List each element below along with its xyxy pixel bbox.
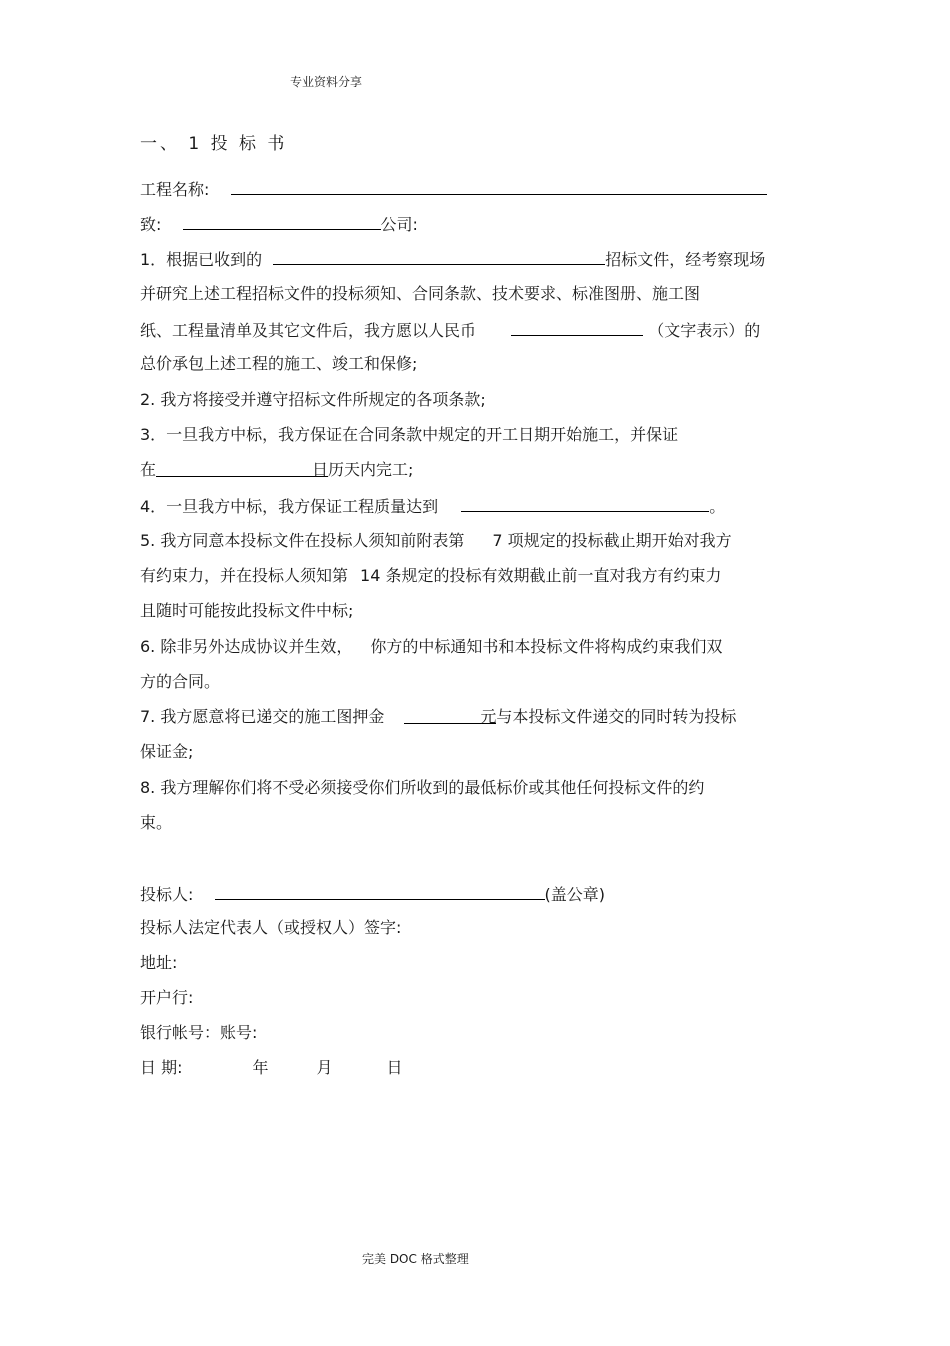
clause-1-text-b: 招标文件，经考察现场 xyxy=(605,250,766,269)
clause-5-line-2 xyxy=(140,566,721,586)
clause-5-text-b: 7 项规定的投标截止期开始对我方 xyxy=(492,531,732,550)
clause-7-line-1 xyxy=(140,707,736,727)
clause-5-line-3: 且随时可能按此投标文件中标; xyxy=(140,601,354,620)
quality-blank xyxy=(461,495,709,512)
date-label: 日 期: xyxy=(140,1058,183,1077)
account-field: 银行帐号：账号: xyxy=(140,1023,258,1042)
clause-7-text-c: 与本投标文件递交的同时转为投标 xyxy=(496,707,737,726)
clause-4 xyxy=(140,495,725,517)
clause-5-text-c: 有约束力，并在投标人须知第 xyxy=(140,566,349,585)
clause-1-text-d: 纸、工程量清单及其它文件后，我方愿以人民币 xyxy=(140,321,477,340)
to-label: 致: xyxy=(140,215,162,234)
deposit-blank xyxy=(404,707,496,724)
clause-7-text-a: 7. 我方愿意将已递交的施工图押金 xyxy=(140,707,385,726)
deposit-blank-unit: 元 xyxy=(480,707,497,726)
to-line xyxy=(140,213,418,235)
page-header: 专业资料分享 xyxy=(290,75,363,89)
clause-6-text-a: 6. 除非另外达成协议并生效， xyxy=(140,637,353,656)
tender-document-blank xyxy=(273,248,605,265)
clause-6-line-1 xyxy=(140,637,722,657)
bidder-label: 投标人: xyxy=(140,885,194,904)
document-title: 一、 1 投 标 书 xyxy=(140,134,288,154)
clause-5-line-1 xyxy=(140,531,732,551)
page-footer: 完美 DOC 格式整理 xyxy=(362,1252,469,1266)
date-day: 日 xyxy=(386,1058,403,1077)
bidder-line xyxy=(140,883,605,905)
recipient-blank xyxy=(183,213,381,230)
clause-4-text-b: 。 xyxy=(709,497,726,516)
clause-8-line-2: 束。 xyxy=(140,813,173,832)
clause-1-line-1 xyxy=(140,248,765,270)
clause-1-line-4: 总价承包上述工程的施工、竣工和保修; xyxy=(140,354,418,373)
date-year: 年 xyxy=(252,1058,269,1077)
clause-7-line-2: 保证金; xyxy=(140,742,194,761)
days-blank-unit: 日 xyxy=(312,460,329,479)
company-label: 公司: xyxy=(380,215,418,234)
clause-6-line-2: 方的合同。 xyxy=(140,672,221,691)
bank-field: 开户行: xyxy=(140,988,194,1007)
clause-4-text-a: 4．一旦我方中标，我方保证工程质量达到 xyxy=(140,497,439,516)
clause-3-line-1: 3．一旦我方中标，我方保证在合同条款中规定的开工日期开始施工，并保证 xyxy=(140,425,679,444)
days-blank xyxy=(156,460,328,477)
project-name-blank xyxy=(231,178,767,195)
clause-1-text-e: （文字表示）的 xyxy=(648,321,761,340)
date-month: 月 xyxy=(316,1058,333,1077)
address-field: 地址: xyxy=(140,953,178,972)
price-blank xyxy=(511,319,643,336)
clause-2: 2. 我方将接受并遵守招标文件所规定的各项条款; xyxy=(140,390,486,409)
clause-5-text-a: 5. 我方同意本投标文件在投标人须知前附表第 xyxy=(140,531,465,550)
clause-3-line-2 xyxy=(140,460,413,480)
clause-3-text-b: 在 xyxy=(140,460,157,479)
clause-1-line-2: 并研究上述工程招标文件的投标须知、合同条款、技术要求、标准图册、施工图 xyxy=(140,284,701,303)
project-name-label: 工程名称: xyxy=(140,180,210,199)
bidder-blank xyxy=(215,883,545,900)
seal-label: (盖公章) xyxy=(544,885,605,904)
date-line xyxy=(140,1058,403,1078)
clause-1-line-3 xyxy=(140,319,760,341)
clause-6-text-b: 你方的中标通知书和本投标文件将构成约束我们双 xyxy=(370,637,723,656)
clause-5-text-d: 14 条规定的投标有效期截止前一直对我方有约束力 xyxy=(360,566,722,585)
clause-3-text-d: 历天内完工; xyxy=(328,460,414,479)
representative-signature: 投标人法定代表人（或授权人）签字: xyxy=(140,918,402,937)
clause-8-line-1: 8. 我方理解你们将不受必须接受你们所收到的最低标价或其他任何投标文件的约 xyxy=(140,778,705,797)
project-name-line xyxy=(140,178,767,200)
clause-1-text-a: 1．根据已收到的 xyxy=(140,250,263,269)
